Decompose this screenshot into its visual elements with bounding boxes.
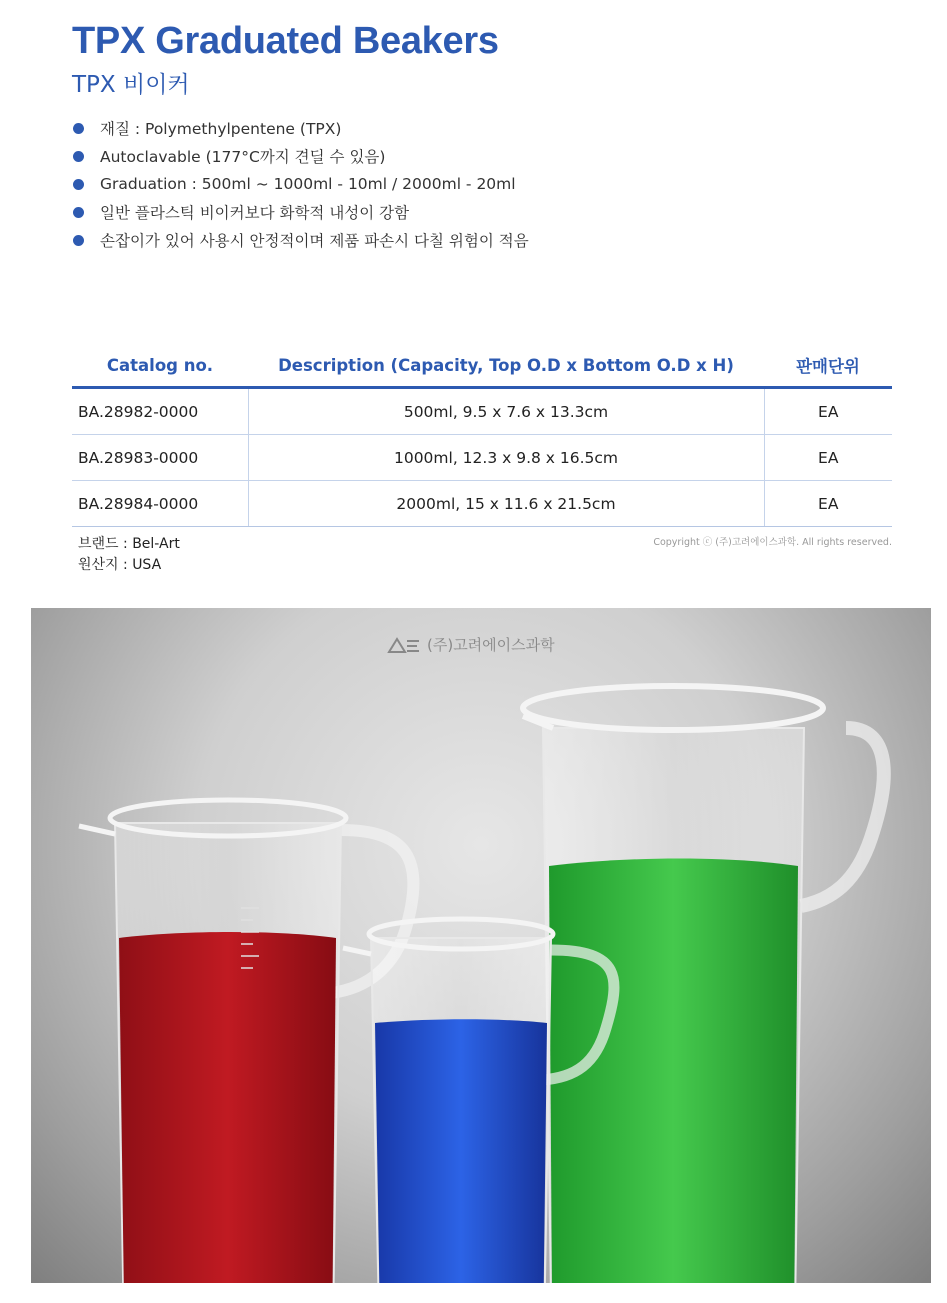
table-header-row: [72, 344, 892, 388]
medium-beaker: [79, 800, 413, 1283]
description-cell: 2000ml, 15 x 11.6 x 21.5cm: [248, 481, 764, 527]
feature-text: 일반 플라스틱 비이커보다 화학적 내성이 강함: [100, 204, 410, 222]
table-row: [72, 481, 892, 527]
catalog-cell: BA.28983-0000: [72, 435, 248, 481]
description-cell: 500ml, 9.5 x 7.6 x 13.3cm: [248, 388, 764, 435]
feature-text: Autoclavable (177°C까지 견딜 수 있음): [100, 148, 386, 166]
bullet-icon: [73, 179, 84, 190]
unit-cell: EA: [764, 481, 892, 527]
unit-cell: EA: [764, 388, 892, 435]
unit-cell: EA: [764, 435, 892, 481]
product-table: [72, 344, 892, 527]
bullet-icon: [73, 207, 84, 218]
page-title: TPX Graduated Beakers: [72, 20, 499, 62]
large-beaker: [523, 686, 884, 1283]
copyright-text: Copyright ⓒ (주)고려에이스과학. All rights reserved.: [653, 537, 892, 548]
table-row: [72, 435, 892, 481]
bullet-icon: [73, 151, 84, 162]
catalog-cell: BA.28984-0000: [72, 481, 248, 527]
origin-text: 원산지 : USA: [78, 557, 162, 573]
feature-list: [72, 114, 529, 254]
feature-text: 재질 : Polymethylpentene (TPX): [100, 120, 342, 138]
feature-text: 손잡이가 있어 사용시 안정적이며 제품 파손시 다칠 위험이 적음: [100, 232, 529, 250]
description-cell: 1000ml, 12.3 x 9.8 x 16.5cm: [248, 435, 764, 481]
catalog-cell: BA.28982-0000: [72, 388, 248, 435]
bullet-icon: [73, 235, 84, 246]
header-unit: 판매단위: [764, 344, 892, 388]
feature-item: [72, 114, 529, 142]
watermark-text: (주)고려에이스과학: [427, 636, 555, 654]
page-subtitle: TPX 비이커: [72, 72, 190, 98]
beakers-illustration: [31, 608, 931, 1283]
feature-item: [72, 142, 529, 170]
company-logo-icon: [387, 636, 421, 654]
company-watermark: [387, 634, 555, 655]
brand-info: [78, 534, 180, 576]
product-photo: [31, 608, 931, 1283]
brand-text: 브랜드 : Bel-Art: [78, 536, 180, 552]
header-description: Description (Capacity, Top O.D x Bottom O.D x H): [248, 344, 764, 388]
feature-item: [72, 226, 529, 254]
header-catalog: Catalog no.: [72, 344, 248, 388]
feature-text: Graduation : 500ml ~ 1000ml - 10ml / 2000ml - 20ml: [100, 175, 516, 193]
feature-item: [72, 170, 529, 198]
feature-item: [72, 198, 529, 226]
bullet-icon: [73, 123, 84, 134]
table-row: [72, 388, 892, 435]
